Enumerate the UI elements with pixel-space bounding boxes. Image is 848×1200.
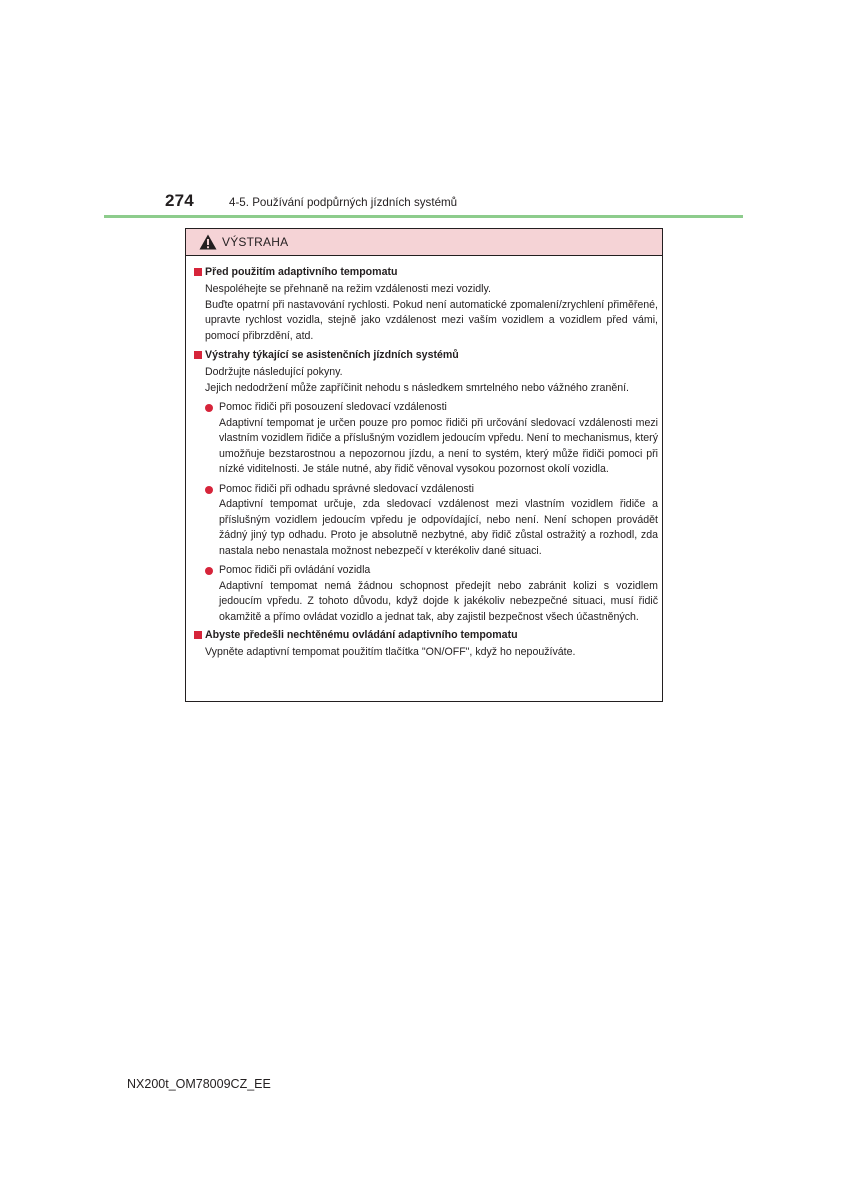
section-heading: Abyste předešli nechtěnému ovládání adaptivního tempomatu	[190, 628, 658, 642]
header-rule	[104, 215, 743, 218]
paragraph: Buďte opatrní při nastavování rychlosti. Pokud není automatické zpomalení/zrychlení přiměřené, upravte rychlost vozidla, stejně jako vzdálenost mezi vaším vozidlem a vozidlem před vámi, pomocí přibrzdění, atd.	[205, 298, 658, 342]
bullet-item	[190, 563, 658, 625]
warning-title: VÝSTRAHA	[222, 235, 289, 249]
red-square-bullet-icon	[194, 351, 202, 359]
bullet-text: Adaptivní tempomat nemá žádnou schopnost předejít nebo zabránit kolizi s vozidlem jedoucím vpředu. Z tohoto důvodu, když dojde k jakékoliv nebezpečné situaci, musí řidič okamžitě a přímo ovládat vozidlo a jednat tak, aby zajistil bezpečnost všech účastněných.	[219, 579, 658, 623]
warning-box	[185, 228, 663, 702]
red-dot-bullet-icon	[205, 567, 213, 575]
bullet-text: Adaptivní tempomat určuje, zda sledovací vzdálenost mezi vlastním vozidlem řidiče a příslušným vozidlem jedoucím vpředu je odpovídající, nebo není. Není schopen provádět žádný jiný typ odhadu. Proto je absolutně nezbytné, aby řidič zůstal ostražitý a rozhodl, zda nastala nebo nenastala možnost nebezpečí v kterékoliv dané situaci.	[219, 498, 658, 557]
red-dot-bullet-icon	[205, 486, 213, 494]
paragraph: Jejich nedodržení může zapříčinit nehodu s následkem smrtelného nebo vážného zranění.	[205, 381, 630, 394]
bullet-item	[190, 482, 658, 560]
bullet-text: Adaptivní tempomat je určen pouze pro pomoc řidiči při určování sledovací vzdálenosti mezi vlastním vozidlem řidiče a příslušným vozidlem jedoucím vpředu. Není to mechanismus, který umožňuje bezstarostnou a nepozornou jízdu, a není to systém, který může řidiči pomoci při nízké viditelnosti. Je stále nutné, aby řidič věnoval vysokou pozornost okolí vozidla.	[219, 416, 658, 475]
red-square-bullet-icon	[194, 268, 202, 276]
paragraph: Dodržujte následující pokyny.	[205, 366, 343, 378]
section-heading: Výstrahy týkající se asistenčních jízdních systémů	[190, 348, 658, 362]
bullet-title: Pomoc řidiči při ovládání vozidla	[219, 564, 371, 576]
section-heading: Před použitím adaptivního tempomatu	[190, 265, 658, 279]
paragraph: Nespoléhejte se přehnaně na režim vzdálenosti mezi vozidly.	[205, 283, 491, 295]
warning-triangle-icon	[199, 234, 217, 250]
bullet-title: Pomoc řidiči při odhadu správné sledovací vzdálenosti	[219, 482, 474, 495]
warning-body	[186, 265, 662, 661]
warning-header	[186, 229, 662, 256]
bullet-title: Pomoc řidiči při posouzení sledovací vzdálenosti	[219, 401, 447, 413]
page-number: 274	[165, 191, 194, 210]
document-code: NX200t_OM78009CZ_EE	[127, 1077, 271, 1091]
bullet-item	[190, 400, 658, 478]
red-square-bullet-icon	[194, 631, 202, 639]
paragraph: Vypněte adaptivní tempomat použitím tlačítka "ON/OFF", když ho nepoužíváte.	[205, 646, 576, 658]
red-dot-bullet-icon	[205, 404, 213, 412]
section-title: 4-5. Používání podpůrných jízdních systémů	[229, 196, 458, 209]
